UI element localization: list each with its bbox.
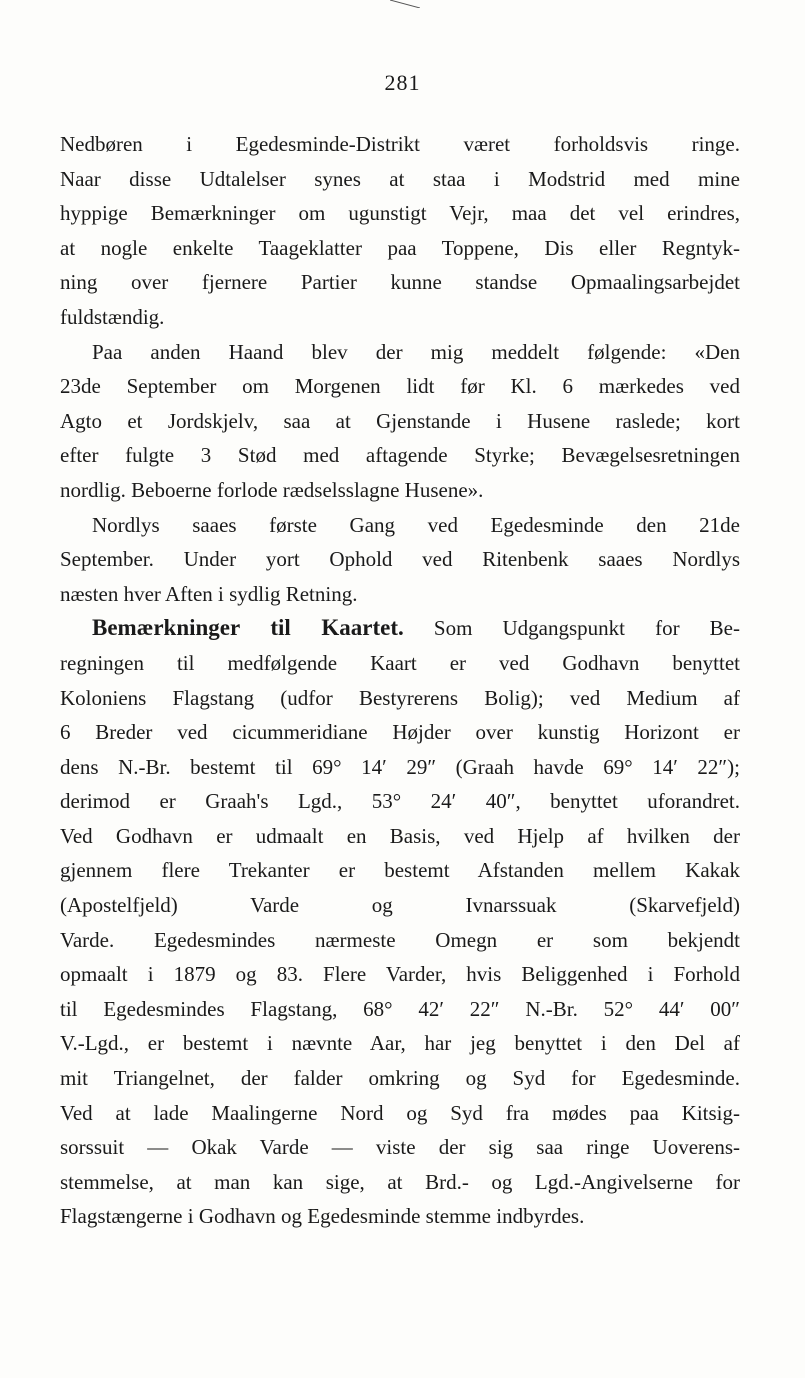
text-line: opmaalt i 1879 og 83. Flere Varder, hvis Beliggenhed i Forhold: [60, 962, 740, 987]
text-line: 6 Breder ved cicummeridiane Højder over kunstig Horizont er: [60, 720, 740, 745]
text-line: sorssuit — Okak Varde — viste der sig saa ringe Uoverens-: [60, 1135, 740, 1160]
text-line: mit Triangelnet, der falder omkring og Syd for Egedesminde.: [60, 1066, 740, 1091]
text-line: (Apostelfjeld) Varde og Ivnarssuak (Skarvefjeld): [60, 893, 740, 918]
page-edge-mark: [390, 0, 420, 8]
text-line: efter fulgte 3 Stød med aftagende Styrke; Bevægelsesretningen: [60, 443, 740, 468]
text-line: derimod er Graah's Lgd., 53° 24′ 40″, benyttet uforandret.: [60, 789, 740, 814]
text-line: at nogle enkelte Taageklatter paa Toppene, Dis eller Regntyk-: [60, 235, 740, 260]
text-line: ning over fjernere Partier kunne standse Opmaalingsarbejdet: [60, 270, 740, 295]
text-line: til Egedesmindes Flagstang, 68° 42′ 22″ N.-Br. 52° 44′ 00″: [60, 996, 740, 1021]
text-line: Nordlys saaes første Gang ved Egedesminde den 21de: [92, 512, 740, 537]
text-line: næsten hver Aften i sydlig Retning.: [60, 581, 358, 606]
text-line: Koloniens Flagstang (udfor Bestyrerens Bolig); ved Medium af: [60, 685, 740, 710]
text-line: Ved at lade Maalingerne Nord og Syd fra mødes paa Kitsig-: [60, 1100, 740, 1125]
body-text: [60, 127, 740, 1234]
text-line: Paa anden Haand blev der mig meddelt følgende: «Den: [92, 339, 740, 364]
text-line: September. Under yort Ophold ved Ritenbenk saaes Nordlys: [60, 547, 740, 572]
text-line: Agto et Jordskjelv, saa at Gjenstande i Husene raslede; kort: [60, 408, 740, 433]
page-number: 281: [384, 70, 421, 95]
text-line: Ved Godhavn er udmaalt en Basis, ved Hjelp af hvilken der: [60, 823, 740, 848]
text-line: gjennem flere Trekanter er bestemt Afstanden mellem Kakak: [60, 858, 740, 883]
text-line: Flagstængerne i Godhavn og Egedesminde stemme indbyrdes.: [60, 1204, 585, 1229]
text-line: dens N.-Br. bestemt til 69° 14′ 29″ (Graah havde 69° 14′ 22″);: [60, 754, 740, 779]
text-line: hyppige Bemærkninger om ugunstigt Vejr, maa det vel erindres,: [60, 201, 740, 226]
text-line: regningen til medfølgende Kaart er ved Godhavn benyttet: [60, 650, 740, 675]
section-heading: Bemærkninger til Kaartet.: [92, 615, 404, 641]
text-line: Varde. Egedesmindes nærmeste Omegn er som bekjendt: [60, 927, 740, 952]
text-line: 23de September om Morgenen lidt før Kl. 6 mærkedes ved: [60, 374, 740, 399]
text-line: Naar disse Udtalelser synes at staa i Modstrid med mine: [60, 166, 740, 191]
text-line: fuldstændig.: [60, 304, 165, 329]
text-line: stemmelse, at man kan sige, at Brd.- og Lgd.-Angivelserne for: [60, 1169, 740, 1194]
text-line: Som Udgangspunkt for Be-: [433, 616, 740, 641]
section-heading-line: [60, 611, 740, 646]
text-line: nordlig. Beboerne forlode rædselsslagne Husene».: [60, 477, 484, 502]
text-line: Nedbøren i Egedesminde-Distrikt været forholdsvis ringe.: [60, 132, 740, 156]
text-line: V.-Lgd., er bestemt i nævnte Aar, har jeg benyttet i den Del af: [60, 1031, 740, 1056]
